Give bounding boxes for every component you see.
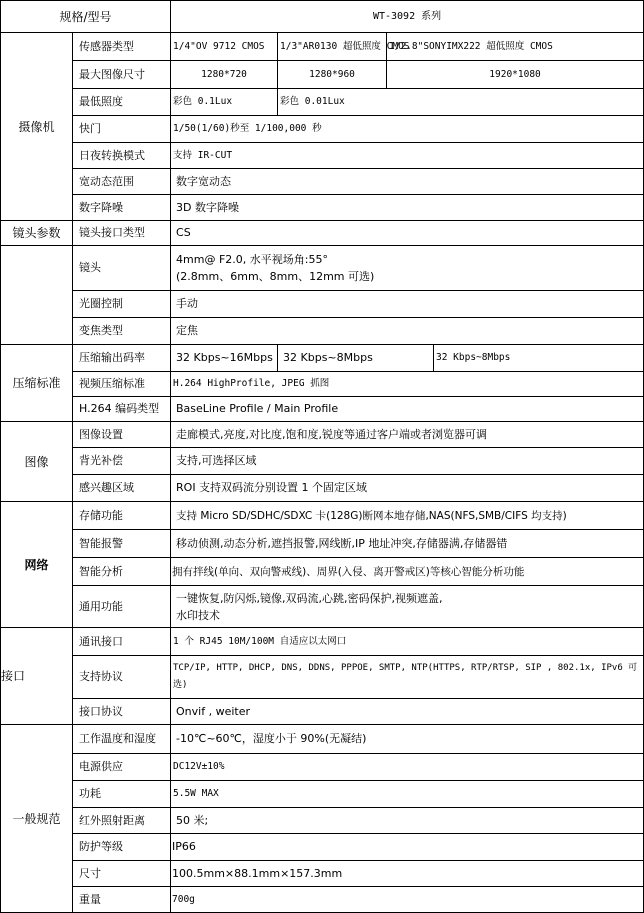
value-min-lux-2: 彩色 0.01Lux: [278, 89, 644, 116]
row-sensor: [1, 33, 644, 61]
value-shutter: 1/50(1/60)秒至 1/100,000 秒: [171, 116, 644, 143]
row-shutter: [1, 116, 644, 143]
label-bitrate: 压缩输出码率: [73, 345, 171, 372]
row-size: [1, 861, 644, 887]
label-alarm: 智能报警: [73, 530, 171, 558]
label-power: 电源供应: [73, 754, 171, 781]
label-analysis: 智能分析: [73, 558, 171, 586]
label-daynight: 日夜转换模式: [73, 143, 171, 169]
value-lens-line2: (2.8mm、6mm、8mm、12mm 可选): [176, 270, 375, 283]
value-ir: 50 米;: [171, 808, 644, 834]
label-mount: 镜头接口类型: [73, 221, 171, 246]
value-sensor-3: 1/2.8"SONYIMX222 超低照度 CMOS: [387, 33, 644, 61]
row-analysis: [1, 558, 644, 586]
group-camera: 摄像机: [1, 33, 73, 221]
row-temp: [1, 725, 644, 754]
value-blc: 支持,可选择区域: [171, 448, 644, 475]
label-consumption: 功耗: [73, 781, 171, 808]
value-daynight: 支持 IR-CUT: [171, 143, 644, 169]
row-ip: [1, 834, 644, 861]
value-alarm: 移动侦测,动态分析,遮挡报警,网线断,IP 地址冲突,存储器满,存储器错: [171, 530, 644, 558]
value-general-fn-line2: 水印技术: [176, 608, 221, 622]
value-protocols: [171, 656, 644, 699]
row-wdr: [1, 169, 644, 195]
label-img-set: 图像设置: [73, 422, 171, 448]
value-analysis: 拥有拌线(单向、双向警戒线)、周界(入侵、离开警戒区)等核心智能分析功能: [171, 558, 644, 586]
row-iface-proto: [1, 699, 644, 725]
group-lens-blank: [1, 246, 73, 345]
row-h264: [1, 397, 644, 422]
label-blc: 背光补偿: [73, 448, 171, 475]
value-codec: H.264 HighProfile, JPEG 抓图: [171, 372, 644, 397]
label-max-res: 最大图像尺寸: [73, 61, 171, 89]
row-iris: [1, 291, 644, 318]
row-img-set: [1, 422, 644, 448]
label-protocols: 支持协议: [73, 656, 171, 699]
value-power: DC12V±10%: [171, 754, 644, 781]
row-consumption: [1, 781, 644, 808]
label-ir: 红外照射距离: [73, 808, 171, 834]
value-storage: 支持 Micro SD/SDHC/SDXC 卡(128G)断网本地存储,NAS(NFS,SMB/CIFS 均支持): [171, 502, 644, 530]
label-codec: 视频压缩标准: [73, 372, 171, 397]
group-interface: 接口: [1, 628, 73, 725]
group-compression: 压缩标准: [1, 345, 73, 422]
value-max-res-2: 1280*960: [278, 61, 387, 89]
value-max-res-1: 1280*720: [171, 61, 278, 89]
label-roi: 感兴趣区域: [73, 475, 171, 502]
row-bitrate: [1, 345, 644, 372]
value-img-set: 走廊模式,亮度,对比度,饱和度,锐度等通过客户端或者浏览器可调: [171, 422, 644, 448]
value-general-fn-line1: 一键恢复,防闪烁,镜像,双码流,心跳,密码保护,视频遮盖,: [176, 591, 443, 605]
label-storage: 存储功能: [73, 502, 171, 530]
value-zoom: 定焦: [171, 318, 644, 345]
label-zoom: 变焦类型: [73, 318, 171, 345]
label-iris: 光圈控制: [73, 291, 171, 318]
value-ip: IP66: [171, 834, 644, 861]
label-iface-proto: 接口协议: [73, 699, 171, 725]
value-bitrate-3: 32 Kbps~8Mbps: [434, 345, 644, 372]
row-max-res: [1, 61, 644, 89]
label-temp: 工作温度和湿度: [73, 725, 171, 754]
row-ir: [1, 808, 644, 834]
value-roi: ROI 支持双码流分别设置 1 个固定区域: [171, 475, 644, 502]
value-lens: [171, 246, 644, 291]
row-power: [1, 754, 644, 781]
label-dnr: 数字降噪: [73, 195, 171, 221]
row-comm-port: [1, 628, 644, 656]
row-daynight: [1, 143, 644, 169]
header-row: [1, 1, 644, 33]
group-image: 图像: [1, 422, 73, 502]
label-h264: H.264 编码类型: [73, 397, 171, 422]
row-dnr: [1, 195, 644, 221]
label-size: 尺寸: [73, 861, 171, 887]
value-bitrate-2: 32 Kbps~8Mbps: [278, 345, 434, 372]
row-blc: [1, 448, 644, 475]
label-min-lux: 最低照度: [73, 89, 171, 116]
value-temp: -10℃~60℃，湿度小于 90%(无凝结): [171, 725, 644, 754]
value-dnr: 3D 数字降噪: [171, 195, 644, 221]
row-storage: [1, 502, 644, 530]
value-min-lux-1: 彩色 0.1Lux: [171, 89, 278, 116]
value-general-fn: [171, 586, 644, 628]
group-general: 一般规范: [1, 725, 73, 913]
row-mount: [1, 221, 644, 246]
value-sensor-2: 1/3"AR0130 超低照度 CMOS: [278, 33, 387, 61]
value-weight: 700g: [171, 887, 644, 913]
label-wdr: 宽动态范围: [73, 169, 171, 195]
label-comm-port: 通讯接口: [73, 628, 171, 656]
label-lens: 镜头: [73, 246, 171, 291]
row-lens: [1, 246, 644, 291]
row-roi: [1, 475, 644, 502]
header-label: 规格/型号: [1, 1, 171, 33]
value-size: 100.5mm×88.1mm×157.3mm: [171, 861, 644, 887]
value-h264: BaseLine Profile / Main Profile: [171, 397, 644, 422]
value-protocols-line1: TCP/IP, HTTP, DHCP, DNS, DDNS, PPPOE, SMTP, NTP(HTTPS, RTP/RTSP, SIP , 802.1x, IPv6 可: [173, 663, 638, 673]
group-lens-params: 镜头参数: [1, 221, 73, 246]
value-max-res-3: 1920*1080: [387, 61, 644, 89]
label-ip: 防护等级: [73, 834, 171, 861]
value-comm-port: 1 个 RJ45 10M/100M 自适应以太网口: [171, 628, 644, 656]
label-general-fn: 通用功能: [73, 586, 171, 628]
row-weight: [1, 887, 644, 913]
row-zoom: [1, 318, 644, 345]
row-protocols: [1, 656, 644, 699]
value-bitrate-1: 32 Kbps~16Mbps: [171, 345, 278, 372]
label-sensor: 传感器类型: [73, 33, 171, 61]
value-consumption: 5.5W MAX: [171, 781, 644, 808]
value-wdr: 数字宽动态: [171, 169, 644, 195]
value-sensor-1: 1/4"OV 9712 CMOS: [171, 33, 278, 61]
value-protocols-line2: 选): [173, 680, 188, 690]
label-weight: 重量: [73, 887, 171, 913]
label-shutter: 快门: [73, 116, 171, 143]
row-codec: [1, 372, 644, 397]
value-lens-line1: 4mm@ F2.0, 水平视场角:55°: [176, 253, 328, 266]
row-min-lux: [1, 89, 644, 116]
value-iface-proto: Onvif , weiter: [171, 699, 644, 725]
row-alarm: [1, 530, 644, 558]
header-series: WT-3092 系列: [171, 1, 644, 33]
value-mount: CS: [171, 221, 644, 246]
value-iris: 手动: [171, 291, 644, 318]
group-network: 网络: [1, 502, 73, 628]
row-general-fn: [1, 586, 644, 628]
